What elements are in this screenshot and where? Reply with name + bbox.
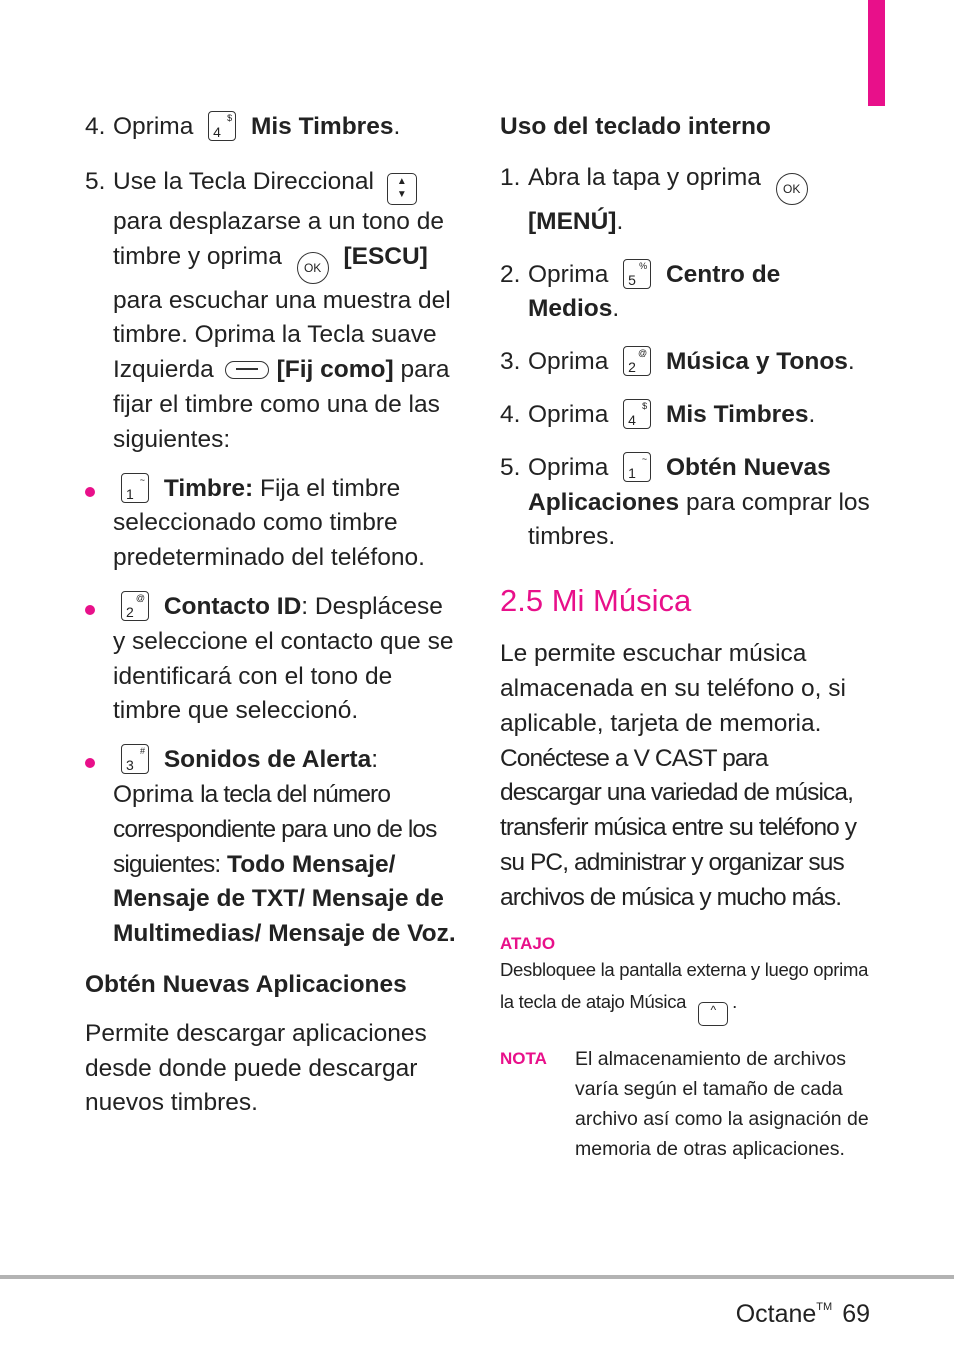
key-1-icon: 1 ~ [121, 473, 149, 503]
right-column [500, 110, 872, 1164]
step-5-right: 5. Oprima 1 ~ Obtén Nuevas Aplicaciones para comprar los timbres. [500, 453, 870, 551]
key-1-icon: 1 ~ [623, 452, 651, 482]
bullet-contacto-id: 2 @ Contacto ID: Desplácese y seleccione el contacto que se identificará con el tono de timbre que seleccionó. [85, 590, 457, 729]
subheading-obten: Obtén Nuevas Aplicaciones [85, 970, 407, 998]
ok-key-icon: OK [776, 173, 808, 205]
shortcut-box [500, 934, 872, 1026]
key-4-icon: 4 $ [208, 111, 236, 141]
left-soft-key-icon [225, 361, 269, 379]
section-title: 2.5 Mi Música [500, 583, 692, 619]
music-shortcut-key-icon: ^ [698, 1002, 728, 1026]
page-footer [736, 1289, 870, 1332]
note-label: NOTA [500, 1048, 547, 1068]
intro-paragraph: Le permite escuchar música almacenada en su teléfono o, si aplicable, tarjeta de memoria. Conéctese a V CAST para descargar una variedad de música, transferir música entre su teléfono y su PC, administrar y organizar sus archivos de música y mucho más. [500, 640, 857, 911]
bullet-timbre: 1 ~ Timbre: Fija el timbre seleccionado como timbre predeterminado del teléfono. [85, 472, 457, 576]
chapter-tab [868, 0, 885, 106]
bullet-dot [85, 487, 95, 497]
bullet-sonidos-alerta: 3 # Sonidos de Alerta: Oprima la tecla del número correspondiente para uno de los siguientes: Todo Mensaje/ Mensaje de TXT/ Mensaje de Multimedias/ Mensaje de Voz. [85, 743, 457, 952]
step-5: 5. Use la Tecla Direccional ▲ ▼ para desplazarse a un tono de timbre y oprima OK [ESCU] para escuchar una muestra del timbre. Oprima la Tecla suave Izquierda [Fij como] para fijar el timbre como una de las siguientes: [85, 167, 451, 453]
shortcut-text: Desbloquee la pantalla externa y luego oprima la tecla de atajo Música ^ . [500, 954, 872, 1026]
page-number: 69 [842, 1300, 870, 1328]
heading-teclado: Uso del teclado interno [500, 113, 771, 140]
step-1: 1. Abra la tapa y oprima OK [MENÚ]. [500, 161, 872, 240]
note-text: El almacenamiento de archivos varía según el tamaño de cada archivo así como la asignación de memoria de otras aplicaciones. [575, 1047, 869, 1160]
bullet-dot [85, 758, 95, 768]
product-name: Octane [735, 1300, 817, 1328]
step-2: 2. Oprima 5 % Centro de Medios. [500, 260, 781, 323]
step-4-right: 4. Oprima 4 $ Mis Timbres. [500, 400, 816, 428]
key-5-icon: 5 % [623, 259, 651, 289]
key-4-icon: 4 $ [623, 399, 651, 429]
footer-rule [0, 1275, 954, 1279]
shortcut-label: ATAJO [500, 933, 556, 953]
bullet-dot [85, 605, 95, 615]
key-3-icon: 3 # [121, 744, 149, 774]
note-box [500, 1044, 872, 1164]
paragraph-obten: Permite descargar aplicaciones desde donde puede descargar nuevos timbres. [85, 1019, 427, 1117]
key-2-icon: 2 @ [121, 591, 149, 621]
direction-key-icon: ▲ ▼ [387, 173, 417, 205]
step-3: 3. Oprima 2 @ Música y Tonos. [500, 348, 855, 376]
trademark: TM [816, 1301, 833, 1313]
key-2-icon: 2 @ [623, 346, 651, 376]
ok-key-icon: OK [297, 252, 329, 284]
step-4: 4. Oprima 4 $ Mis Timbres. [85, 113, 401, 140]
left-column [85, 110, 457, 1121]
